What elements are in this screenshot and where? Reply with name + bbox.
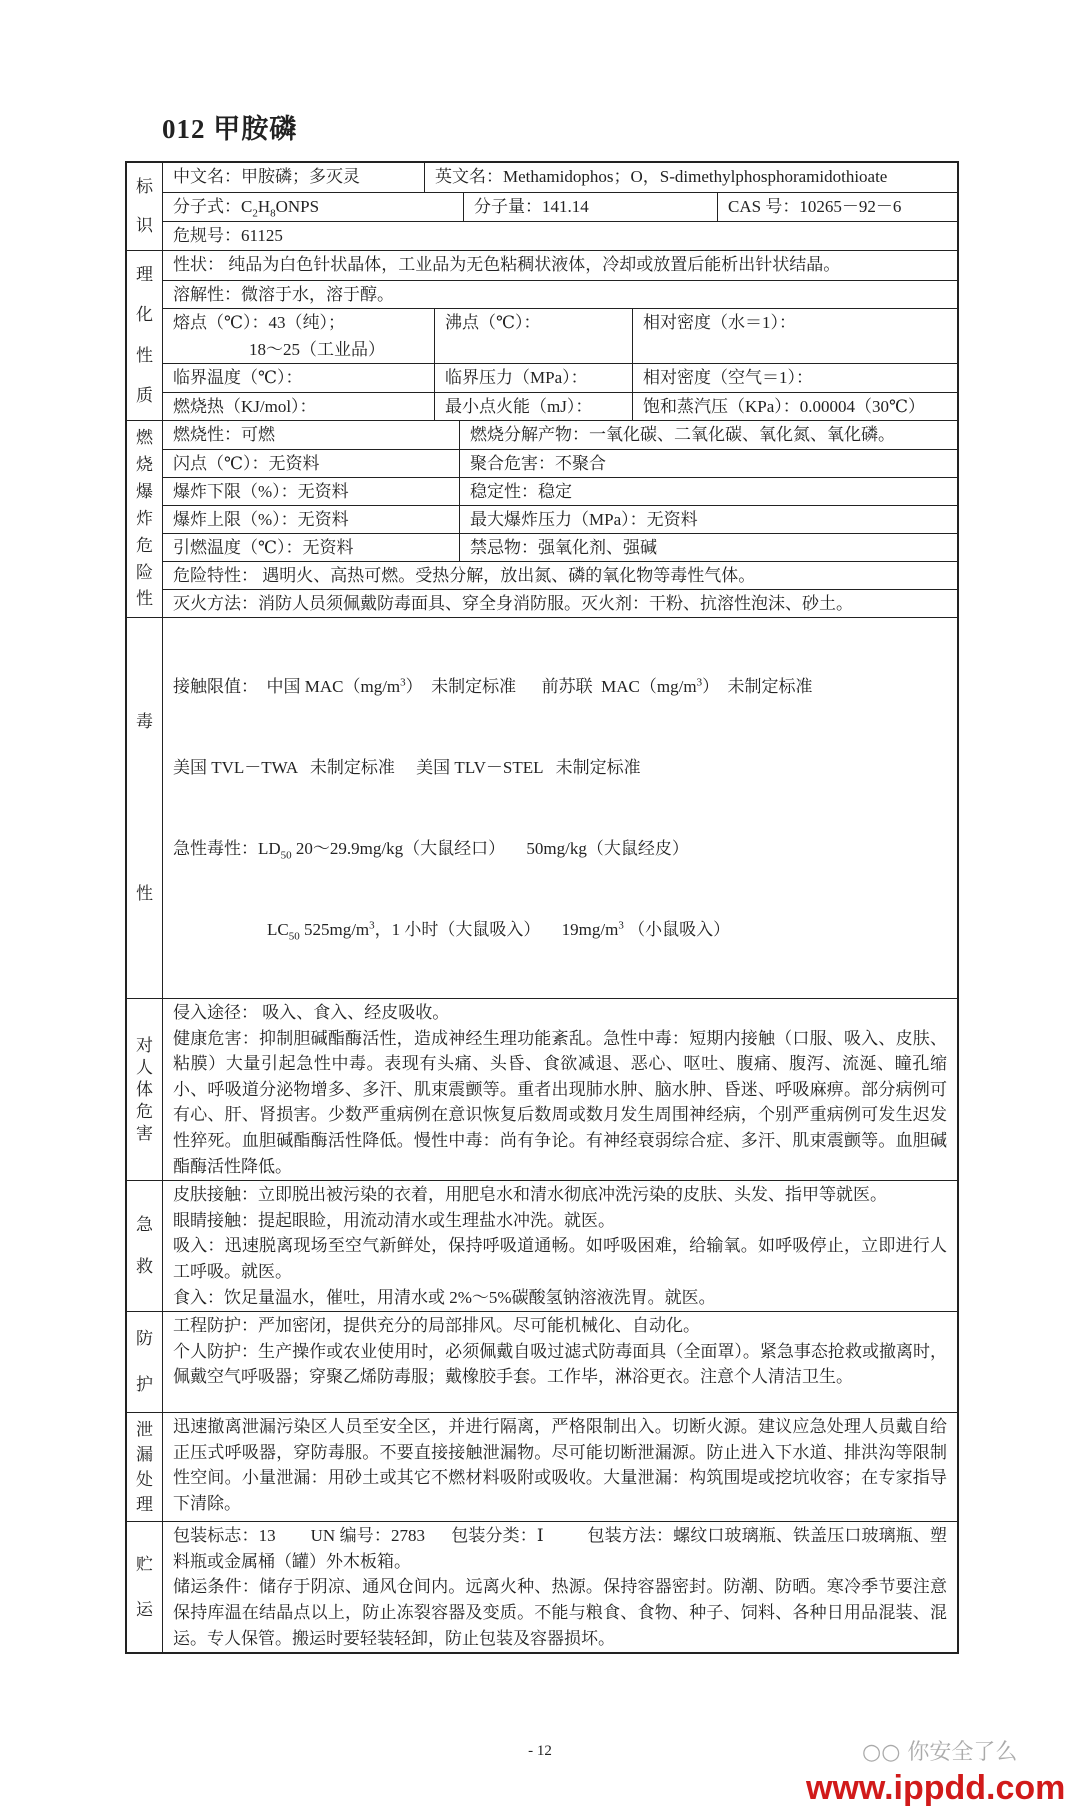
solubility: 溶解性：微溶于水，溶于醇。 — [173, 285, 394, 304]
label-char: 处 — [136, 1469, 153, 1489]
us-limits: 美国 TVL－TWA 未制定标准 美国 TLV－STEL 未制定标准 — [173, 758, 641, 777]
label-char: 燃 — [136, 428, 153, 448]
lower-explosive-limit: 爆炸下限（%）：无资料 — [173, 482, 349, 501]
label-char: 体 — [136, 1079, 153, 1099]
density-air: 相对密度（空气＝1）： — [632, 364, 957, 392]
density-water: 相对密度（水＝1）： — [632, 309, 957, 363]
exposure-limits: 接触限值： 中国 $MAC(mg/m^3)$ 未制定标准 前苏联 $MAC(mg/m^3)$ 未制定标准 — [173, 676, 813, 696]
section-label — [127, 1312, 163, 1412]
toxicity-content — [163, 618, 957, 998]
label-char: 危 — [136, 535, 153, 555]
storage-content — [163, 1522, 957, 1652]
stability: 稳定性：稳定 — [459, 478, 957, 505]
page-title: 012 甲胺磷 — [162, 114, 298, 144]
section-label — [127, 421, 163, 617]
flammability: 燃烧性：可燃 — [173, 425, 275, 444]
max-explosion-pressure: 最大爆炸压力（MPa）：无资料 — [459, 506, 957, 533]
section-leak — [127, 1412, 957, 1521]
watermark-url: www.ippdd.com — [806, 1769, 1066, 1807]
extinguishing-method: 灭火方法：消防人员须佩戴防毒面具、穿全身消防服。灭火剂：干粉、抗溶性泡沫、砂土。 — [173, 594, 853, 613]
health-hazards: 健康危害：抑制胆碱酯酶活性，造成神经生理功能紊乱。急性中毒：短期内接触（口服、吸入、皮肤、粘膜）大量引起急性中毒。表现有头痛、头昏、食欲减退、恶心、呕吐、腹痛、腹泻、流涎、瞳孔缩小、呼吸道分泌物增多、多汗、肌束震颤等。重者出现肺水肿、脑水肿、昏迷、呼吸麻痹。部分病例可有心、肝、肾损害。少数严重病例在意识恢复后数周或数月发生周围神经病，个别严重病例可发生迟发性猝死。血胆碱酯酶活性降低。慢性中毒：尚有争论。有神经衰弱综合症、多汗、肌束震颤等。血胆碱酯酶活性降低。 — [173, 1028, 947, 1176]
section-fire-explosion — [127, 420, 957, 617]
label-char: 危 — [136, 1101, 153, 1121]
section-label — [127, 1522, 163, 1652]
label-char: 对 — [136, 1035, 153, 1055]
formula-part: ONPS — [275, 197, 320, 216]
section-protection — [127, 1311, 957, 1412]
section-identification — [127, 163, 957, 250]
page-number: - 12 — [528, 1743, 552, 1760]
appearance: 性状： 纯品为白色针状晶体，工业品为无色粘稠状液体，冷却或放置后能析出针状结晶。 — [173, 255, 841, 274]
leak-handling: 迅速撤离泄漏污染区人员至安全区，并进行隔离，严格限制出入。切断火源。建议应急处理人员戴自给正压式呼吸器，穿防毒服。不要直接接触泄漏物。尽可能切断泄漏源。防止进入下水道、排洪沟等限制性空间。小量泄漏：用砂土或其它不燃材料吸附或吸收。大量泄漏：构筑围堤或挖坑收容；在专家指导下清除。 — [173, 1417, 947, 1513]
formula-subscript: 8 — [270, 207, 276, 220]
flash-point: 闪点（℃）：无资料 — [173, 454, 320, 473]
label-char: 炸 — [136, 508, 153, 528]
label-char: 险 — [136, 562, 153, 582]
hazard-number: 危规号：61125 — [173, 226, 283, 245]
boiling-point: 沸点（℃）： — [434, 309, 632, 363]
label-char: 急 — [136, 1215, 153, 1235]
label-char: 毒 — [136, 712, 153, 731]
packaging: 包装标志：13 UN 编号：2783 包装分类：Ⅰ 包装方法：螺纹口玻璃瓶、铁盖压口玻璃瓶、塑料瓶或金属桶（罐）外木板箱。 — [173, 1526, 947, 1571]
eye-contact: 眼睛接触：提起眼睑，用流动清水或生理盐水冲洗。就医。 — [173, 1210, 615, 1230]
watermark-label: 你安全了么 — [907, 1740, 1018, 1766]
label-char: 贮 — [136, 1554, 153, 1574]
section-label — [127, 163, 163, 250]
melting-point — [163, 309, 434, 363]
label-char: 运 — [136, 1599, 153, 1619]
melting-point-pure: 熔点（℃）：43（纯）； — [173, 313, 346, 332]
decomposition-products: 燃烧分解产物：一氧化碳、二氧化碳、氧化氮、氧化磷。 — [459, 421, 957, 449]
label-char: 烧 — [136, 455, 153, 475]
label-char: 性 — [136, 884, 153, 903]
critical-temperature: 临界温度（℃）： — [173, 368, 303, 387]
hazard-characteristics: 危险特性： 遇明火、高热可燃。受热分解，放出氮、磷的氧化物等毒性气体。 — [173, 566, 756, 585]
label-char: 护 — [136, 1375, 153, 1395]
section-toxicity — [127, 617, 957, 998]
label-char: 漏 — [136, 1444, 153, 1464]
molecular-weight: 分子量：141.14 — [463, 193, 717, 221]
formula-part: H — [257, 197, 271, 216]
cas-number: CAS 号：10265－92－6 — [717, 193, 957, 221]
label-char: 识 — [136, 216, 153, 236]
label-char: 化 — [136, 305, 153, 325]
incompatible-materials: 禁忌物：强氧化剂、强碱 — [459, 534, 957, 561]
label-char: 理 — [136, 265, 153, 285]
section-health-hazard — [127, 998, 957, 1180]
section-label — [127, 618, 163, 998]
critical-pressure: 临界压力（MPa）： — [434, 364, 632, 392]
min-ignition-energy: 最小点火能（mJ）： — [434, 393, 632, 420]
first-aid-content — [163, 1181, 957, 1311]
footer — [0, 1654, 1080, 1807]
entry-route: 侵入途径： 吸入、食入、经皮吸收。 — [173, 1003, 450, 1022]
label-char: 性 — [136, 345, 153, 365]
section-label — [127, 1181, 163, 1311]
vapor-pressure: 饱和蒸汽压（KPa）：0.00004（30℃） — [632, 393, 957, 420]
cn-name: 中文名：甲胺磷；多灭灵 — [173, 167, 360, 186]
section-storage — [127, 1521, 957, 1652]
personal-protection: 个人防护：生产操作或农业使用时，必须佩戴自吸过滤式防毒面具（全面罩）。紧急事态抢救或撤离时，佩戴空气呼吸器；穿聚乙烯防毒服；戴橡胶手套。工作毕，淋浴更衣。注意个人清洁卫生。 — [173, 1341, 947, 1387]
label-char: 泄 — [136, 1419, 153, 1439]
polymerization-hazard: 聚合危害：不聚合 — [459, 450, 957, 477]
section-label — [127, 999, 163, 1180]
formula-part: C — [241, 197, 253, 216]
formula-subscript: 2 — [252, 207, 258, 220]
watermark-text — [862, 1740, 1017, 1766]
msds-table — [125, 161, 959, 1654]
melting-point-industrial: 18～25（工业品） — [249, 340, 385, 359]
leak-content — [163, 1413, 957, 1521]
label-char: 性 — [136, 589, 153, 609]
label-char: 害 — [136, 1123, 153, 1143]
inhalation: 吸入：迅速脱离现场至空气新鲜处，保持呼吸道通畅。如呼吸困难，给输氧。如呼吸停止，立即进行人工呼吸。就医。 — [173, 1236, 947, 1281]
section-label — [127, 1413, 163, 1521]
engineering-protection: 工程防护：严加密闭，提供充分的局部排风。尽可能机械化、自动化。 — [173, 1316, 700, 1336]
ignition-temperature: 引燃温度（℃）：无资料 — [173, 538, 354, 557]
label-char: 理 — [136, 1494, 153, 1514]
formula — [163, 193, 463, 221]
wechat-icon: ○○ — [862, 1740, 908, 1766]
upper-explosive-limit: 爆炸上限（%）：无资料 — [173, 510, 349, 529]
label-char: 爆 — [136, 482, 153, 502]
skin-contact: 皮肤接触：立即脱出被污染的衣着，用肥皂水和清水彻底冲洗污染的皮肤、头发、指甲等就医。 — [173, 1185, 887, 1205]
health-content — [163, 999, 957, 1180]
acute-toxicity-ld50: 急性毒性：$LD_{50}$ 20～29.9mg/kg（大鼠经口） 50mg/kg（大鼠经皮） — [173, 839, 689, 862]
ingestion: 食入：饮足量温水，催吐，用清水或 2%～5%碳酸氢钠溶液洗胃。就医。 — [173, 1287, 716, 1307]
section-label — [127, 251, 163, 420]
label-char: 质 — [136, 385, 153, 405]
section-physical — [127, 250, 957, 420]
combustion-heat: 燃烧热（KJ/mol）： — [173, 397, 317, 416]
label-char: 标 — [136, 176, 153, 196]
label-char: 防 — [136, 1329, 153, 1349]
storage-conditions: 储运条件：储存于阴凉、通风仓间内。远离火种、热源。保持容器密封。防潮、防晒。寒冷季节要注意保持库温在结晶点以上，防止冻裂容器及变质。不能与粮食、食物、种子、饲料、各种日用品混装、混运。专人保管。搬运时要轻装轻卸，防止包装及容器损坏。 — [173, 1577, 947, 1648]
en-name: 英文名：Methamidophos；O，S-dimethylphosphoramidothioate — [424, 163, 957, 192]
protection-content — [163, 1312, 957, 1412]
formula-label: 分子式： — [173, 197, 241, 216]
acute-toxicity-lc50: $LC_{50}$ $525mg/m^3$，1 小时（大鼠吸入） $19mg/m^3$ （小鼠吸入） — [267, 919, 731, 943]
label-char: 人 — [136, 1057, 153, 1077]
section-first-aid — [127, 1180, 957, 1311]
label-char: 救 — [136, 1257, 153, 1277]
